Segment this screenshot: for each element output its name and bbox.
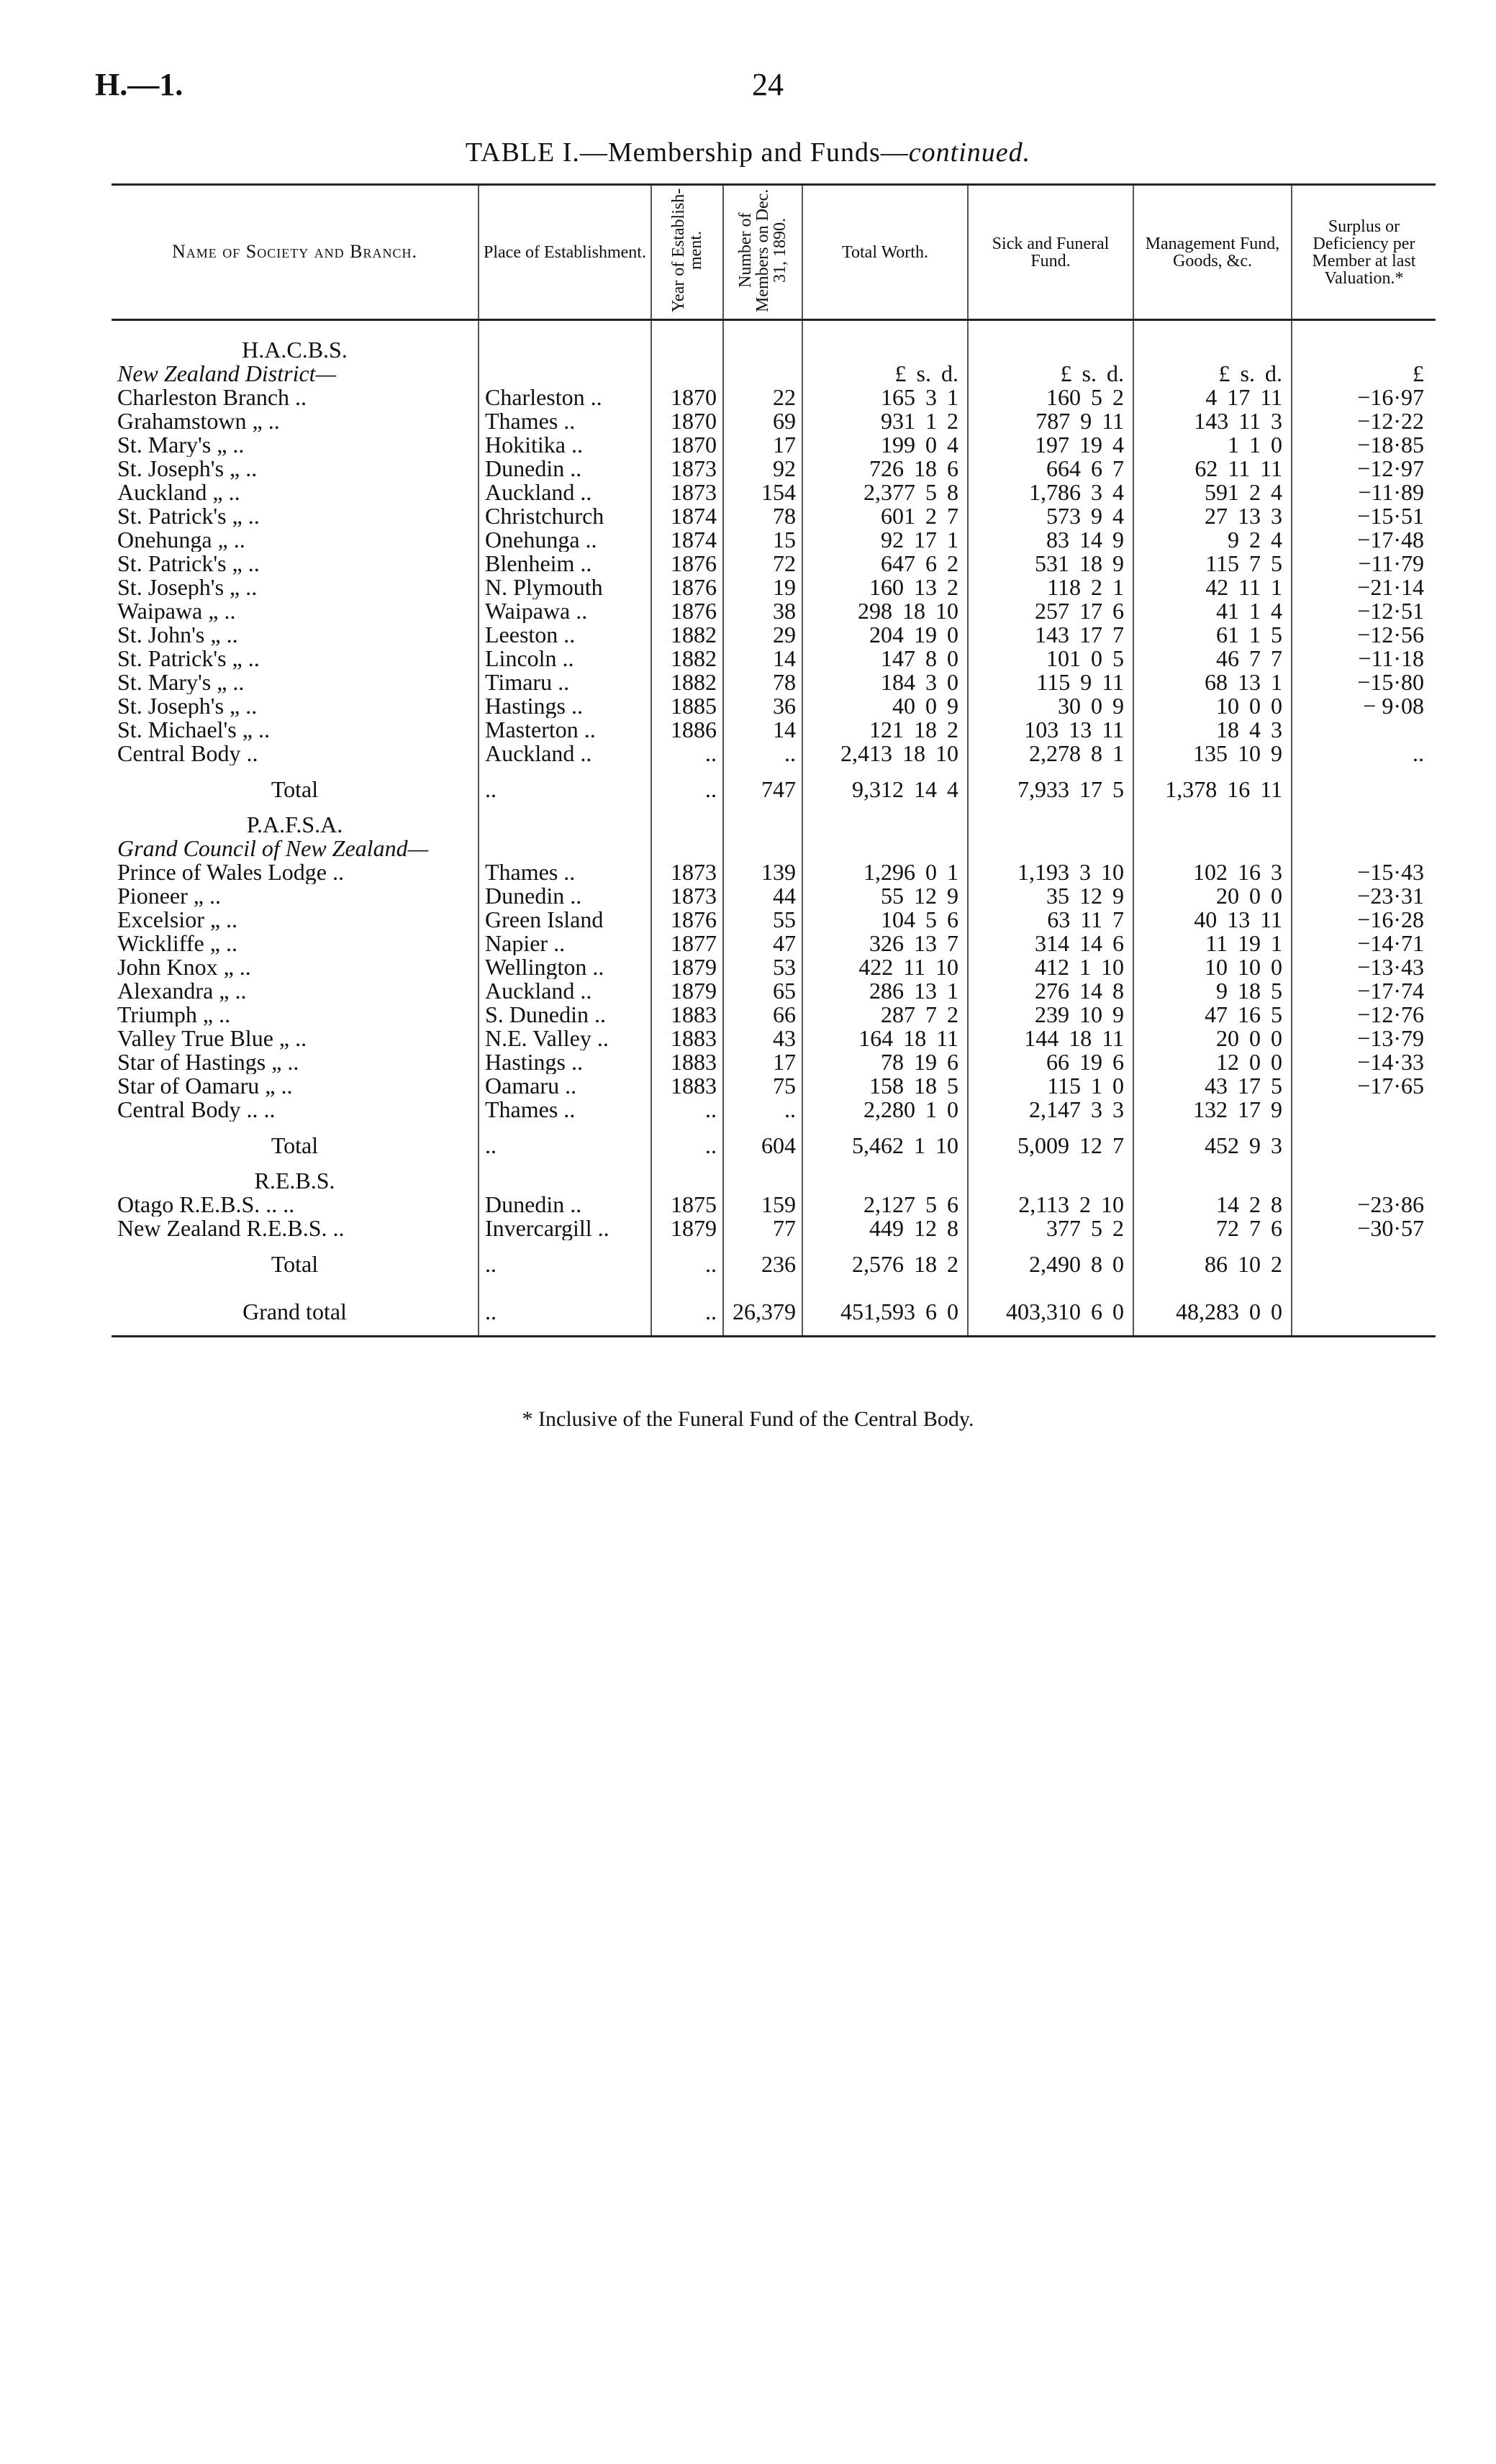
cell-name: Auckland „ .. xyxy=(117,481,240,504)
cell-place: Hastings .. xyxy=(479,694,651,718)
cell-year: 1875 xyxy=(651,1193,723,1217)
cell-members: 78 xyxy=(723,670,802,694)
cell-worth: 601 2 7 xyxy=(802,504,968,528)
cell-mgmt: 18 4 3 xyxy=(1133,718,1292,742)
cell-place: Blenheim .. xyxy=(479,552,651,576)
cell-name: St. Joseph's „ .. xyxy=(117,457,258,481)
cell-year: 1877 xyxy=(651,932,723,955)
cell-name: John Knox „ .. xyxy=(117,955,251,979)
cell-sick: 412 1 10 xyxy=(968,955,1133,979)
cell-surplus: −16·97 xyxy=(1292,386,1436,409)
cell-place: Hastings .. xyxy=(479,1050,651,1074)
cell-place: N. Plymouth xyxy=(479,576,651,599)
cell-name: St. Patrick's „ .. xyxy=(117,552,260,576)
cell-name: Waipawa „ .. xyxy=(117,599,236,623)
grand-total-row: Grand total .. .. 26,379 451,593 6 0 403,310 6 0 48,283 0 0 xyxy=(112,1288,1436,1337)
cell-surplus: −17·48 xyxy=(1292,528,1436,552)
cell-surplus: −11·18 xyxy=(1292,647,1436,670)
cell-worth: 40 0 9 xyxy=(802,694,968,718)
cell-surplus: −15·43 xyxy=(1292,860,1436,884)
cell-worth: 184 3 0 xyxy=(802,670,968,694)
cell-surplus: −11·89 xyxy=(1292,481,1436,504)
cell-place: Thames .. xyxy=(479,1098,651,1122)
cell-surplus: −30·57 xyxy=(1292,1217,1436,1240)
table-row xyxy=(112,1050,1436,1074)
cell-mgmt: 47 16 5 xyxy=(1133,1003,1292,1027)
total-row-rebs: Total .. .. 236 2,576 18 2 2,490 8 0 86 10 2 xyxy=(112,1240,1436,1288)
cell-members: 154 xyxy=(723,481,802,504)
cell-surplus: −15·51 xyxy=(1292,504,1436,528)
cell-sick: 103 13 11 xyxy=(968,718,1133,742)
cell-mgmt: 20 0 0 xyxy=(1133,884,1292,908)
cell-members: 92 xyxy=(723,457,802,481)
cell-year: 1870 xyxy=(651,433,723,457)
cell-worth: 298 18 10 xyxy=(802,599,968,623)
cell-name: New Zealand R.E.B.S. .. xyxy=(117,1217,345,1240)
cell-name: Excelsior „ .. xyxy=(117,908,238,932)
cell-mgmt: 135 10 9 xyxy=(1133,742,1292,765)
cell-surplus: −13·43 xyxy=(1292,955,1436,979)
cell-name: Pioneer „ .. xyxy=(117,884,221,908)
cell-surplus: −12·51 xyxy=(1292,599,1436,623)
table-row xyxy=(112,433,1436,457)
cell-place: Leeston .. xyxy=(479,623,651,647)
cell-year: 1876 xyxy=(651,552,723,576)
cell-members: 55 xyxy=(723,908,802,932)
cell-place: Green Island xyxy=(479,908,651,932)
cell-members: 15 xyxy=(723,528,802,552)
cell-sick: 239 10 9 xyxy=(968,1003,1133,1027)
cell-name: Central Body .. xyxy=(117,742,258,765)
society-heading-pafsa: P.A.F.S.A. xyxy=(112,813,1436,837)
cell-worth: 1,296 0 1 xyxy=(802,860,968,884)
cell-place: Hokitika .. xyxy=(479,433,651,457)
table-row xyxy=(112,599,1436,623)
table-row xyxy=(112,481,1436,504)
cell-members: 29 xyxy=(723,623,802,647)
cell-name: St. Mary's „ .. xyxy=(117,670,245,694)
society-heading-rebs: R.E.B.S. xyxy=(112,1169,1436,1193)
cell-place: Waipawa .. xyxy=(479,599,651,623)
table-row xyxy=(112,552,1436,576)
cell-members: 69 xyxy=(723,409,802,433)
cell-surplus: −15·80 xyxy=(1292,670,1436,694)
cell-year: 1883 xyxy=(651,1003,723,1027)
cell-name: Onehunga „ .. xyxy=(117,528,245,552)
council-heading-pafsa: Grand Council of New Zealand— xyxy=(112,837,1436,860)
cell-place: Dunedin .. xyxy=(479,457,651,481)
cell-place: Dunedin .. xyxy=(479,1193,651,1217)
cell-worth: 165 3 1 xyxy=(802,386,968,409)
cell-year: .. xyxy=(651,1098,723,1122)
table-row xyxy=(112,908,1436,932)
cell-members: 77 xyxy=(723,1217,802,1240)
cell-sick: 531 18 9 xyxy=(968,552,1133,576)
cell-name: Star of Oamaru „ .. xyxy=(117,1074,293,1098)
header-name: Name of Society and Branch. xyxy=(112,185,479,320)
cell-members: 38 xyxy=(723,599,802,623)
header-row xyxy=(112,185,1436,320)
cell-members: 66 xyxy=(723,1003,802,1027)
cell-mgmt: 11 19 1 xyxy=(1133,932,1292,955)
cell-name: Alexandra „ .. xyxy=(117,979,247,1003)
cell-sick: 83 14 9 xyxy=(968,528,1133,552)
cell-name: St. John's „ .. xyxy=(117,623,238,647)
membership-funds-table xyxy=(112,183,1436,1337)
cell-place: Auckland .. xyxy=(479,979,651,1003)
cell-sick: 1,786 3 4 xyxy=(968,481,1133,504)
cell-members: 65 xyxy=(723,979,802,1003)
cell-members: 22 xyxy=(723,386,802,409)
cell-surplus: −17·74 xyxy=(1292,979,1436,1003)
cell-surplus: −23·86 xyxy=(1292,1193,1436,1217)
cell-surplus: −18·85 xyxy=(1292,433,1436,457)
cell-year: 1870 xyxy=(651,386,723,409)
cell-name: Prince of Wales Lodge .. xyxy=(117,860,344,884)
cell-year: 1873 xyxy=(651,481,723,504)
units-mgmt: £ s. d. xyxy=(1133,362,1292,386)
cell-year: 1882 xyxy=(651,670,723,694)
cell-mgmt: 61 1 5 xyxy=(1133,623,1292,647)
cell-worth: 164 18 11 xyxy=(802,1027,968,1050)
cell-sick: 35 12 9 xyxy=(968,884,1133,908)
cell-worth: 449 12 8 xyxy=(802,1217,968,1240)
cell-members: 17 xyxy=(723,433,802,457)
cell-year: 1882 xyxy=(651,647,723,670)
table-row xyxy=(112,1027,1436,1050)
cell-place: Wellington .. xyxy=(479,955,651,979)
cell-year: 1886 xyxy=(651,718,723,742)
footnote: * Inclusive of the Funeral Fund of the Central Body. xyxy=(522,1407,974,1431)
cell-mgmt: 46 7 7 xyxy=(1133,647,1292,670)
cell-year: 1879 xyxy=(651,1217,723,1240)
cell-worth: 2,377 5 8 xyxy=(802,481,968,504)
cell-surplus: − 9·08 xyxy=(1292,694,1436,718)
cell-surplus: −12·56 xyxy=(1292,623,1436,647)
cell-mgmt: 62 11 11 xyxy=(1133,457,1292,481)
table-row xyxy=(112,409,1436,433)
cell-members: 139 xyxy=(723,860,802,884)
cell-mgmt: 10 0 0 xyxy=(1133,694,1292,718)
cell-surplus xyxy=(1292,1098,1436,1122)
cell-mgmt: 143 11 3 xyxy=(1133,409,1292,433)
cell-place: Thames .. xyxy=(479,409,651,433)
cell-place: S. Dunedin .. xyxy=(479,1003,651,1027)
cell-place: Timaru .. xyxy=(479,670,651,694)
cell-mgmt: 132 17 9 xyxy=(1133,1098,1292,1122)
cell-mgmt: 20 0 0 xyxy=(1133,1027,1292,1050)
table-title-continued: continued. xyxy=(908,137,1031,168)
cell-members: .. xyxy=(723,742,802,765)
cell-place: Oamaru .. xyxy=(479,1074,651,1098)
table-row xyxy=(112,694,1436,718)
cell-year: 1876 xyxy=(651,908,723,932)
cell-year: 1883 xyxy=(651,1050,723,1074)
cell-name: Central Body .. .. xyxy=(117,1098,276,1122)
cell-members: 36 xyxy=(723,694,802,718)
cell-year: 1870 xyxy=(651,409,723,433)
cell-name: St. Joseph's „ .. xyxy=(117,576,258,599)
cell-place: Auckland .. xyxy=(479,481,651,504)
table-row xyxy=(112,386,1436,409)
header-year: Year of Establish- ment. xyxy=(651,185,723,320)
cell-name: St. Mary's „ .. xyxy=(117,433,245,457)
cell-mgmt: 102 16 3 xyxy=(1133,860,1292,884)
cell-worth: 78 19 6 xyxy=(802,1050,968,1074)
cell-mgmt: 43 17 5 xyxy=(1133,1074,1292,1098)
cell-name: Star of Hastings „ .. xyxy=(117,1050,299,1074)
table-row xyxy=(112,457,1436,481)
cell-worth: 158 18 5 xyxy=(802,1074,968,1098)
cell-worth: 647 6 2 xyxy=(802,552,968,576)
units-worth: £ s. d. xyxy=(802,362,968,386)
cell-mgmt: 1 1 0 xyxy=(1133,433,1292,457)
cell-worth: 2,280 1 0 xyxy=(802,1098,968,1122)
cell-worth: 422 11 10 xyxy=(802,955,968,979)
cell-name: Charleston Branch .. xyxy=(117,386,307,409)
header-surplus: Surplus or Deficiency per Member at last Valuation.* xyxy=(1292,185,1436,320)
cell-sick: 314 14 6 xyxy=(968,932,1133,955)
cell-place: Masterton .. xyxy=(479,718,651,742)
cell-name: St. Patrick's „ .. xyxy=(117,647,260,670)
district-heading-hacbs: New Zealand District— £ s. d. £ s. d. £ s. d. £ xyxy=(112,362,1436,386)
cell-surplus: .. xyxy=(1292,742,1436,765)
table-row xyxy=(112,504,1436,528)
cell-sick: 664 6 7 xyxy=(968,457,1133,481)
cell-name: Wickliffe „ .. xyxy=(117,932,237,955)
cell-members: 44 xyxy=(723,884,802,908)
page-number: 24 xyxy=(752,67,784,102)
cell-mgmt: 27 13 3 xyxy=(1133,504,1292,528)
cell-sick: 2,278 8 1 xyxy=(968,742,1133,765)
cell-surplus: −14·33 xyxy=(1292,1050,1436,1074)
cell-members: 78 xyxy=(723,504,802,528)
cell-year: 1874 xyxy=(651,504,723,528)
cell-mgmt: 40 13 11 xyxy=(1133,908,1292,932)
cell-sick: 143 17 7 xyxy=(968,623,1133,647)
cell-surplus: −16·28 xyxy=(1292,908,1436,932)
cell-place: Dunedin .. xyxy=(479,884,651,908)
cell-sick: 2,147 3 3 xyxy=(968,1098,1133,1122)
cell-members: 17 xyxy=(723,1050,802,1074)
cell-place: Christchurch xyxy=(479,504,651,528)
cell-year: 1874 xyxy=(651,528,723,552)
cell-year: 1873 xyxy=(651,860,723,884)
cell-name: St. Joseph's „ .. xyxy=(117,694,258,718)
table-title-main: TABLE I.—Membership and Funds— xyxy=(465,137,909,168)
cell-worth: 199 0 4 xyxy=(802,433,968,457)
table-row xyxy=(112,742,1436,765)
cell-members: 43 xyxy=(723,1027,802,1050)
table-title xyxy=(0,137,1496,168)
cell-year: 1883 xyxy=(651,1074,723,1098)
cell-year: 1873 xyxy=(651,884,723,908)
table-row xyxy=(112,1193,1436,1217)
cell-worth: 92 17 1 xyxy=(802,528,968,552)
cell-place: Invercargill .. xyxy=(479,1217,651,1240)
units-surplus: £ xyxy=(1292,362,1436,386)
header-sick-funeral: Sick and Funeral Fund. xyxy=(968,185,1133,320)
cell-mgmt: 12 0 0 xyxy=(1133,1050,1292,1074)
cell-sick: 63 11 7 xyxy=(968,908,1133,932)
cell-surplus: −12·97 xyxy=(1292,457,1436,481)
header-members: Number of Members on Dec. 31, 1890. xyxy=(723,185,802,320)
cell-year: 1876 xyxy=(651,576,723,599)
cell-year: 1885 xyxy=(651,694,723,718)
cell-surplus: −21·14 xyxy=(1292,576,1436,599)
cell-place: N.E. Valley .. xyxy=(479,1027,651,1050)
header-management: Management Fund, Goods, &c. xyxy=(1133,185,1292,320)
cell-surplus: −11·79 xyxy=(1292,552,1436,576)
cell-name: Triumph „ .. xyxy=(117,1003,231,1027)
cell-worth: 726 18 6 xyxy=(802,457,968,481)
cell-sick: 101 0 5 xyxy=(968,647,1133,670)
cell-name: Grahamstown „ .. xyxy=(117,409,280,433)
report-reference: H.—1. xyxy=(95,67,183,102)
cell-place: Charleston .. xyxy=(479,386,651,409)
cell-sick: 787 9 11 xyxy=(968,409,1133,433)
cell-worth: 286 13 1 xyxy=(802,979,968,1003)
cell-members: 72 xyxy=(723,552,802,576)
table-row xyxy=(112,528,1436,552)
table-row xyxy=(112,718,1436,742)
cell-worth: 160 13 2 xyxy=(802,576,968,599)
cell-year: 1873 xyxy=(651,457,723,481)
cell-mgmt: 4 17 11 xyxy=(1133,386,1292,409)
table-row xyxy=(112,884,1436,908)
total-row-pafsa: Total .. .. 604 5,462 1 10 5,009 12 7 452 9 3 xyxy=(112,1122,1436,1169)
cell-mgmt: 41 1 4 xyxy=(1133,599,1292,623)
cell-surplus: −13·79 xyxy=(1292,1027,1436,1050)
table-row xyxy=(112,1074,1436,1098)
cell-year: 1883 xyxy=(651,1027,723,1050)
cell-members: .. xyxy=(723,1098,802,1122)
cell-sick: 573 9 4 xyxy=(968,504,1133,528)
cell-worth: 931 1 2 xyxy=(802,409,968,433)
table-row xyxy=(112,647,1436,670)
cell-sick: 144 18 11 xyxy=(968,1027,1133,1050)
cell-name: Otago R.E.B.S. .. .. xyxy=(117,1193,295,1217)
table-row xyxy=(112,1003,1436,1027)
cell-year: 1879 xyxy=(651,955,723,979)
cell-surplus xyxy=(1292,718,1436,742)
cell-name: Valley True Blue „ .. xyxy=(117,1027,307,1050)
cell-surplus: −12·22 xyxy=(1292,409,1436,433)
cell-mgmt: 68 13 1 xyxy=(1133,670,1292,694)
cell-sick: 115 9 11 xyxy=(968,670,1133,694)
cell-sick: 118 2 1 xyxy=(968,576,1133,599)
table-row xyxy=(112,576,1436,599)
total-row-hacbs: Total .. .. 747 9,312 14 4 7,933 17 5 1,378 16 11 xyxy=(112,765,1436,813)
units-sick: £ s. d. xyxy=(968,362,1133,386)
cell-mgmt: 42 11 1 xyxy=(1133,576,1292,599)
cell-surplus: −14·71 xyxy=(1292,932,1436,955)
cell-members: 14 xyxy=(723,718,802,742)
table-row xyxy=(112,979,1436,1003)
cell-worth: 204 19 0 xyxy=(802,623,968,647)
cell-worth: 326 13 7 xyxy=(802,932,968,955)
cell-year: 1882 xyxy=(651,623,723,647)
cell-worth: 147 8 0 xyxy=(802,647,968,670)
cell-sick: 30 0 9 xyxy=(968,694,1133,718)
cell-mgmt: 115 7 5 xyxy=(1133,552,1292,576)
cell-members: 19 xyxy=(723,576,802,599)
cell-sick: 2,113 2 10 xyxy=(968,1193,1133,1217)
cell-mgmt: 591 2 4 xyxy=(1133,481,1292,504)
table-row xyxy=(112,932,1436,955)
cell-mgmt: 9 2 4 xyxy=(1133,528,1292,552)
cell-sick: 197 19 4 xyxy=(968,433,1133,457)
cell-members: 159 xyxy=(723,1193,802,1217)
table-row xyxy=(112,955,1436,979)
cell-name: St. Patrick's „ .. xyxy=(117,504,260,528)
table-body xyxy=(112,320,1436,1337)
cell-mgmt: 72 7 6 xyxy=(1133,1217,1292,1240)
cell-mgmt: 9 18 5 xyxy=(1133,979,1292,1003)
cell-place: Thames .. xyxy=(479,860,651,884)
cell-surplus: −17·65 xyxy=(1292,1074,1436,1098)
table-row xyxy=(112,623,1436,647)
cell-sick: 115 1 0 xyxy=(968,1074,1133,1098)
cell-worth: 55 12 9 xyxy=(802,884,968,908)
cell-sick: 66 19 6 xyxy=(968,1050,1133,1074)
cell-worth: 2,413 18 10 xyxy=(802,742,968,765)
cell-worth: 2,127 5 6 xyxy=(802,1193,968,1217)
cell-members: 47 xyxy=(723,932,802,955)
cell-sick: 377 5 2 xyxy=(968,1217,1133,1240)
header-total-worth: Total Worth. xyxy=(802,185,968,320)
cell-worth: 121 18 2 xyxy=(802,718,968,742)
society-heading-hacbs: H.A.C.B.S. xyxy=(112,320,1436,363)
cell-sick: 160 5 2 xyxy=(968,386,1133,409)
cell-surplus: −23·31 xyxy=(1292,884,1436,908)
cell-worth: 287 7 2 xyxy=(802,1003,968,1027)
header-place: Place of Establishment. xyxy=(479,185,651,320)
cell-surplus: −12·76 xyxy=(1292,1003,1436,1027)
cell-members: 53 xyxy=(723,955,802,979)
table-row xyxy=(112,860,1436,884)
cell-sick: 1,193 3 10 xyxy=(968,860,1133,884)
cell-members: 75 xyxy=(723,1074,802,1098)
cell-sick: 276 14 8 xyxy=(968,979,1133,1003)
table-row xyxy=(112,1217,1436,1240)
table-row xyxy=(112,1098,1436,1122)
cell-place: Auckland .. xyxy=(479,742,651,765)
cell-name: St. Michael's „ .. xyxy=(117,718,270,742)
cell-worth: 104 5 6 xyxy=(802,908,968,932)
cell-year: 1879 xyxy=(651,979,723,1003)
cell-place: Onehunga .. xyxy=(479,528,651,552)
table-row xyxy=(112,670,1436,694)
cell-year: .. xyxy=(651,742,723,765)
cell-year: 1876 xyxy=(651,599,723,623)
cell-place: Lincoln .. xyxy=(479,647,651,670)
cell-mgmt: 10 10 0 xyxy=(1133,955,1292,979)
cell-place: Napier .. xyxy=(479,932,651,955)
cell-sick: 257 17 6 xyxy=(968,599,1133,623)
cell-mgmt: 14 2 8 xyxy=(1133,1193,1292,1217)
cell-members: 14 xyxy=(723,647,802,670)
